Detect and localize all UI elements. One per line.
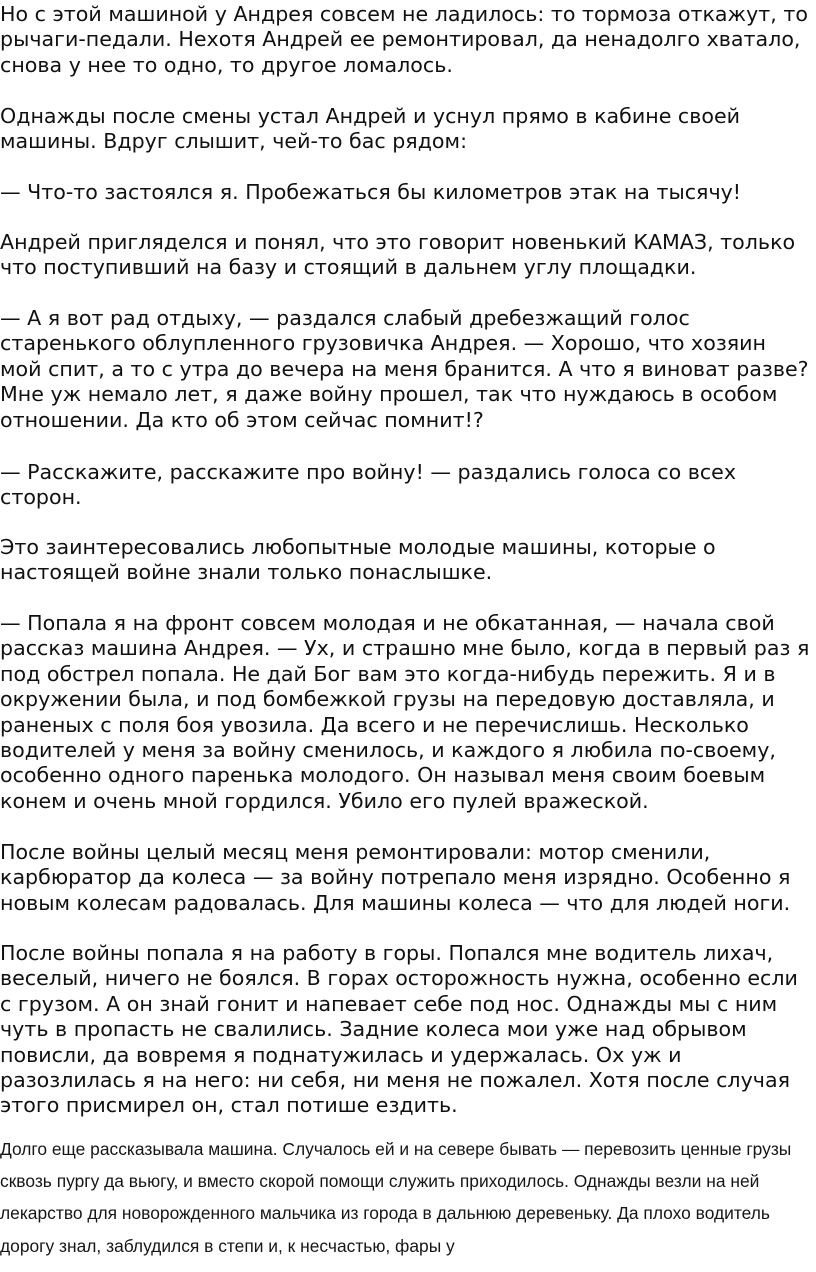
paragraph: Однажды после смены устал Андрей и уснул прямо в кабине своей машины. Вдруг слышит, чей-то бас рядом: bbox=[0, 104, 741, 154]
paragraph: — А я вот рад отдыху, — раздался слабый дребезжащий голос старенького облупленного грузовичка Андрея. — Хорошо, что хозяин мой спит, а то с утра до вечера на меня бранится. А что я виноват разве? Мне уж немало лет, я даже войну прошел, так что нуждаюсь в особом отношении. Да кто об этом сейчас помнит!? bbox=[0, 306, 809, 432]
paragraph: После войны целый месяц меня ремонтировали: мотор сменили, карбюратор да колеса — за войну потрепало меня изрядно. Особенно я новым колесам радовалась. Для машины колеса — что для людей ноги. bbox=[0, 840, 791, 915]
paragraph: — Попала я на фронт совсем молодая и не обкатанная, — начала свой рассказ машина Андрея. — Ух, и страшно мне было, когда в первый раз я под обстрел попала. Не дай Бог вам это когда-нибудь пережить. Я и в окружении была, и под бомбежкой грузы на передовую доставляла, и раненых с поля боя увозила. Да всего и не перечислишь. Несколько водителей у меня за войну сменилось, и каждого я любила по-своему, особенно одного паренька молодого. Он называл меня своим боевым конем и очень мной гордился. Убило его пулей вражеской. bbox=[0, 611, 810, 813]
paragraph: — Что-то застоялся я. Пробежаться бы километров этак на тысячу! bbox=[0, 180, 742, 204]
paragraph: Андрей пригляделся и понял, что это говорит новенький КАМАЗ, только что поступивший на базу и стоящий в дальнем углу площадки. bbox=[0, 230, 796, 280]
paragraph: После войны попала я на работу в горы. Попался мне водитель лихач, веселый, ничего не боялся. В горах осторожность нужна, особенно если с грузом. А он знай гонит и напевает себе под нос. Однажды мы с ним чуть в пропасть не свалились. Задние колеса мои уже над обрывом повисли, да вовремя я поднатужилась и удержалась. Ох уж и разозлилась я на него: ни себя, ни меня не пожалел. Хотя после случая этого присмирел он, стал потише ездить. bbox=[0, 941, 798, 1118]
paragraph: Это заинтересовались любопытные молодые машины, которые о настоящей войне знали только понаслышке. bbox=[0, 535, 716, 585]
paragraph: — Расскажите, расскажите про войну! — раздались голоса со всех сторон. bbox=[0, 460, 737, 510]
paragraph: Но с этой машиной у Андрея совсем не ладилось: то тормоза откажут, то рычаги-педали. Нехотя Андрей ее ремонтировал, да ненадолго хватало, снова у нее то одно, то другое ломалось. bbox=[0, 2, 808, 77]
paragraph: Долго еще рассказывала машина. Случалось ей и на севере бывать — перевозить ценные грузы сквозь пургу да вьюгу, и вместо скорой помощи служить приходилось. Однажды везли на ней лекарство для новорожденного мальчика из города в дальнюю деревеньку. Да плохо водитель дорогу знал, заблудился в степи и, к несчастью, фары у bbox=[0, 1139, 792, 1256]
